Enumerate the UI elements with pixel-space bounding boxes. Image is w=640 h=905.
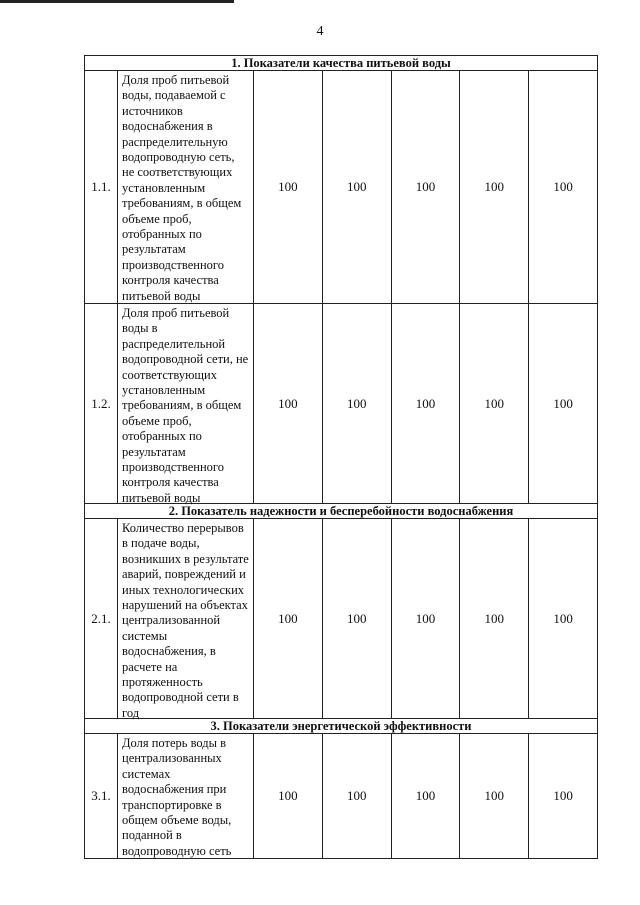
value-cell: 100 <box>391 304 460 503</box>
value-cell: 100 <box>528 519 597 718</box>
value-cell: 100 <box>322 519 391 718</box>
table-row-2-1 <box>84 518 598 719</box>
value-cell: 100 <box>528 71 597 303</box>
value-cell: 100 <box>459 71 528 303</box>
row-number: 3.1. <box>91 788 111 803</box>
row-number: 1.2. <box>91 395 111 411</box>
section-title-reliability: 2. Показатель надежности и бесперебойности водоснабжения <box>84 503 598 519</box>
table-row-1-2 <box>84 303 598 504</box>
table-row-1-1 <box>84 70 598 304</box>
top-rule-line <box>0 0 234 3</box>
section-title-quality: 1. Показатели качества питьевой воды <box>84 55 598 71</box>
page-number: 4 <box>316 24 324 39</box>
value-cell: 100 <box>253 71 322 303</box>
row-number: 2.1. <box>91 610 111 626</box>
value-cell: 100 <box>253 519 322 718</box>
indicator-description: Доля проб питьевой воды в распределительной водопроводной сети, не соответствующих установленным требованиям, в общем объеме проб, отобранных по результатам производственного контроля качества питьевой воды <box>117 304 253 503</box>
value-cell: 100 <box>459 734 528 858</box>
value-cell: 100 <box>253 304 322 503</box>
value-cell: 100 <box>391 519 460 718</box>
value-cell: 100 <box>253 734 322 858</box>
value-cell: 100 <box>322 71 391 303</box>
indicators-table <box>84 55 598 859</box>
value-cell: 100 <box>322 304 391 503</box>
table-row-3-1 <box>84 733 598 859</box>
value-cell: 100 <box>322 734 391 858</box>
section-title-energy-efficiency: 3. Показатели энергетической эффективности <box>84 718 598 734</box>
indicator-description: Доля потерь воды в централизованных системах водоснабжения при транспортировке в общем объеме воды, поданной в водопроводную сеть <box>117 734 253 858</box>
value-cell: 100 <box>459 519 528 718</box>
value-cell: 100 <box>528 734 597 858</box>
value-cell: 100 <box>528 304 597 503</box>
value-cell: 100 <box>459 304 528 503</box>
row-number: 1.1. <box>91 179 111 194</box>
value-cell: 100 <box>391 71 460 303</box>
indicator-description: Количество перерывов в подаче воды, возникших в результате аварий, повреждений и иных технологических нарушений на объектах централизованной системы водоснабжения, в расчете на протяженность водопроводной сети в год <box>117 519 253 718</box>
value-cell: 100 <box>391 734 460 858</box>
indicator-description: Доля проб питьевой воды, подаваемой с источников водоснабжения в распределительную водопроводную сеть, не соответствующих установленным требованиям, в общем объеме проб, отобранных по результатам производственного контроля качества питьевой воды <box>117 71 253 303</box>
